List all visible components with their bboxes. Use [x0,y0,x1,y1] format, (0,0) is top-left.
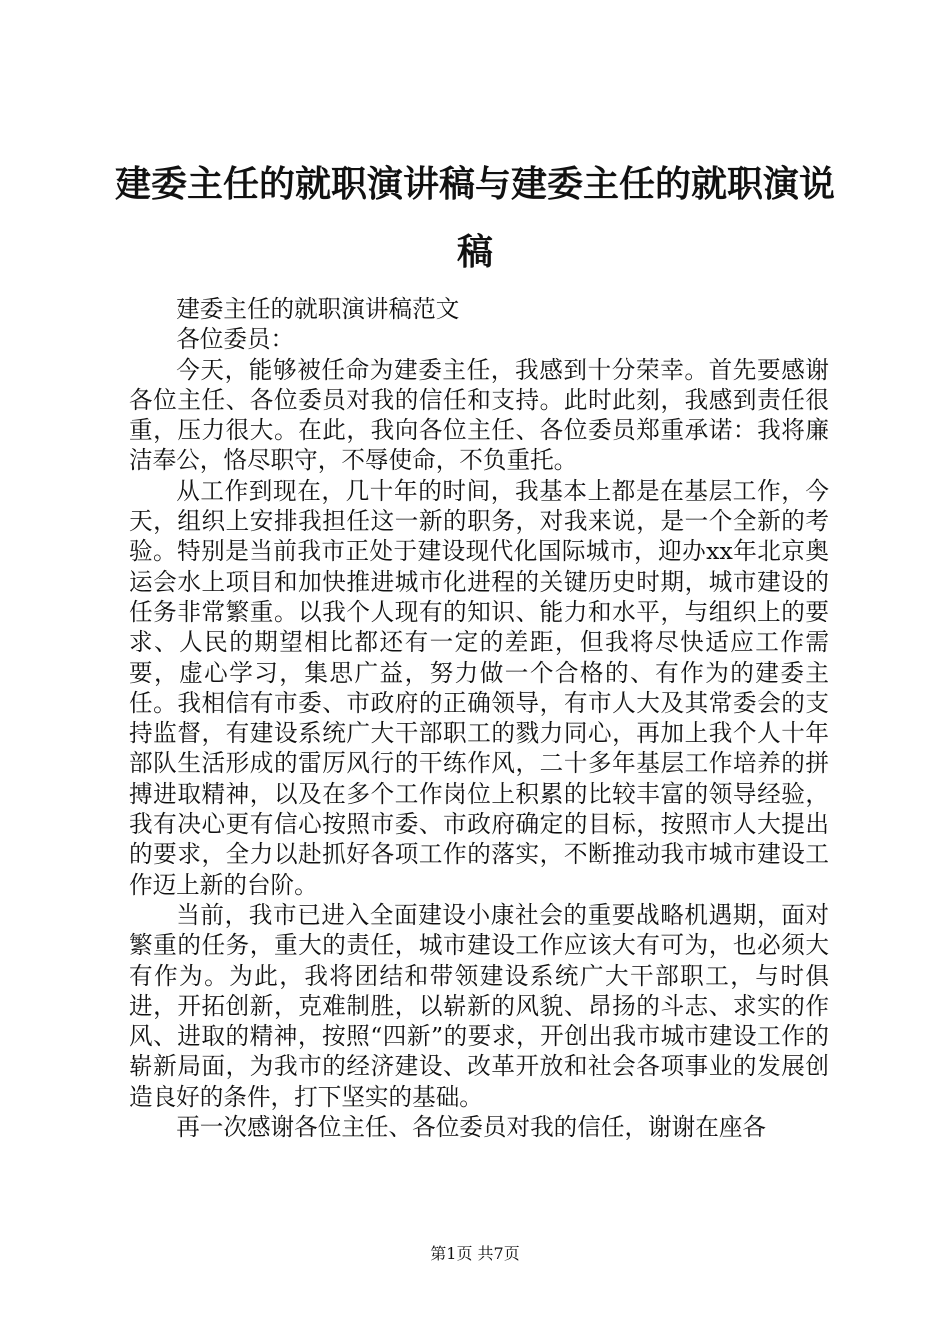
document-body [129,294,829,1142]
body-paragraph: 再一次感谢各位主任、各位委员对我的信任，谢谢在座各 [176,1113,767,1142]
subtitle-paragraph: 建委主任的就职演讲稿范文 [176,295,460,323]
body-paragraph: 当前，我市已进入全面建设小康社会的重要战略机遇期，面对繁重的任务，重大的责任，城市建设工作应该大有可为，也必须大有作为。为此，我将团结和带领建设系统广大干部职工，与时俱进，开拓创新，克难制胜，以崭新的风貌、昂扬的斗志、求实的作风、进取的精神，按照“四新”的要求，开创出我市城市建设工作的崭新局面，为我市的经济建设、改革开放和社会各项事业的发展创造良好的条件，打下坚实的基础。 [129,900,829,1111]
salutation-paragraph: 各位委员： [176,325,295,354]
body-paragraph: 今天，能够被任命为建委主任，我感到十分荣幸。首先要感谢各位主任、各位委员对我的信任和支持。此时此刻，我感到责任很重，压力很大。在此，我向各位主任、各位委员郑重承诺：我将廉洁奉公，恪尽职守，不辱使命，不负重托。 [129,355,829,475]
document-title: 建委主任的就职演讲稿与建委主任的就职演说稿 [114,163,835,273]
body-paragraph: 从工作到现在，几十年的时间，我基本上都是在基层工作，今天，组织上安排我担任这一新的职务，对我来说，是一个全新的考验。特别是当前我市正处于建设现代化国际城市，迎办xx年北京奥运会水上项目和加快推进城市化进程的关键历史时期，城市建设的任务非常繁重。以我个人现有的知识、能力和水平，与组织上的要求、人民的期望相比都还有一定的差距，但我将尽快适应工作需要，虚心学习，集思广益，努力做一个合格的、有作为的建委主任。我相信有市委、市政府的正确领导，有市人大及其常委会的支持监督，有建设系统广大干部职工的戮力同心，再加上我个人十年部队生活形成的雷厉风行的干练作风，二十多年基层工作培养的拼搏进取精神，以及在多个工作岗位上积累的比较丰富的领导经验，我有决心更有信心按照市委、市政府确定的目标，按照市人大提出的要求，全力以赴抓好各项工作的落实，不断推动我市城市建设工作迈上新的台阶。 [129,476,829,899]
page-footer: 第1页 共7页 [430,1244,520,1263]
